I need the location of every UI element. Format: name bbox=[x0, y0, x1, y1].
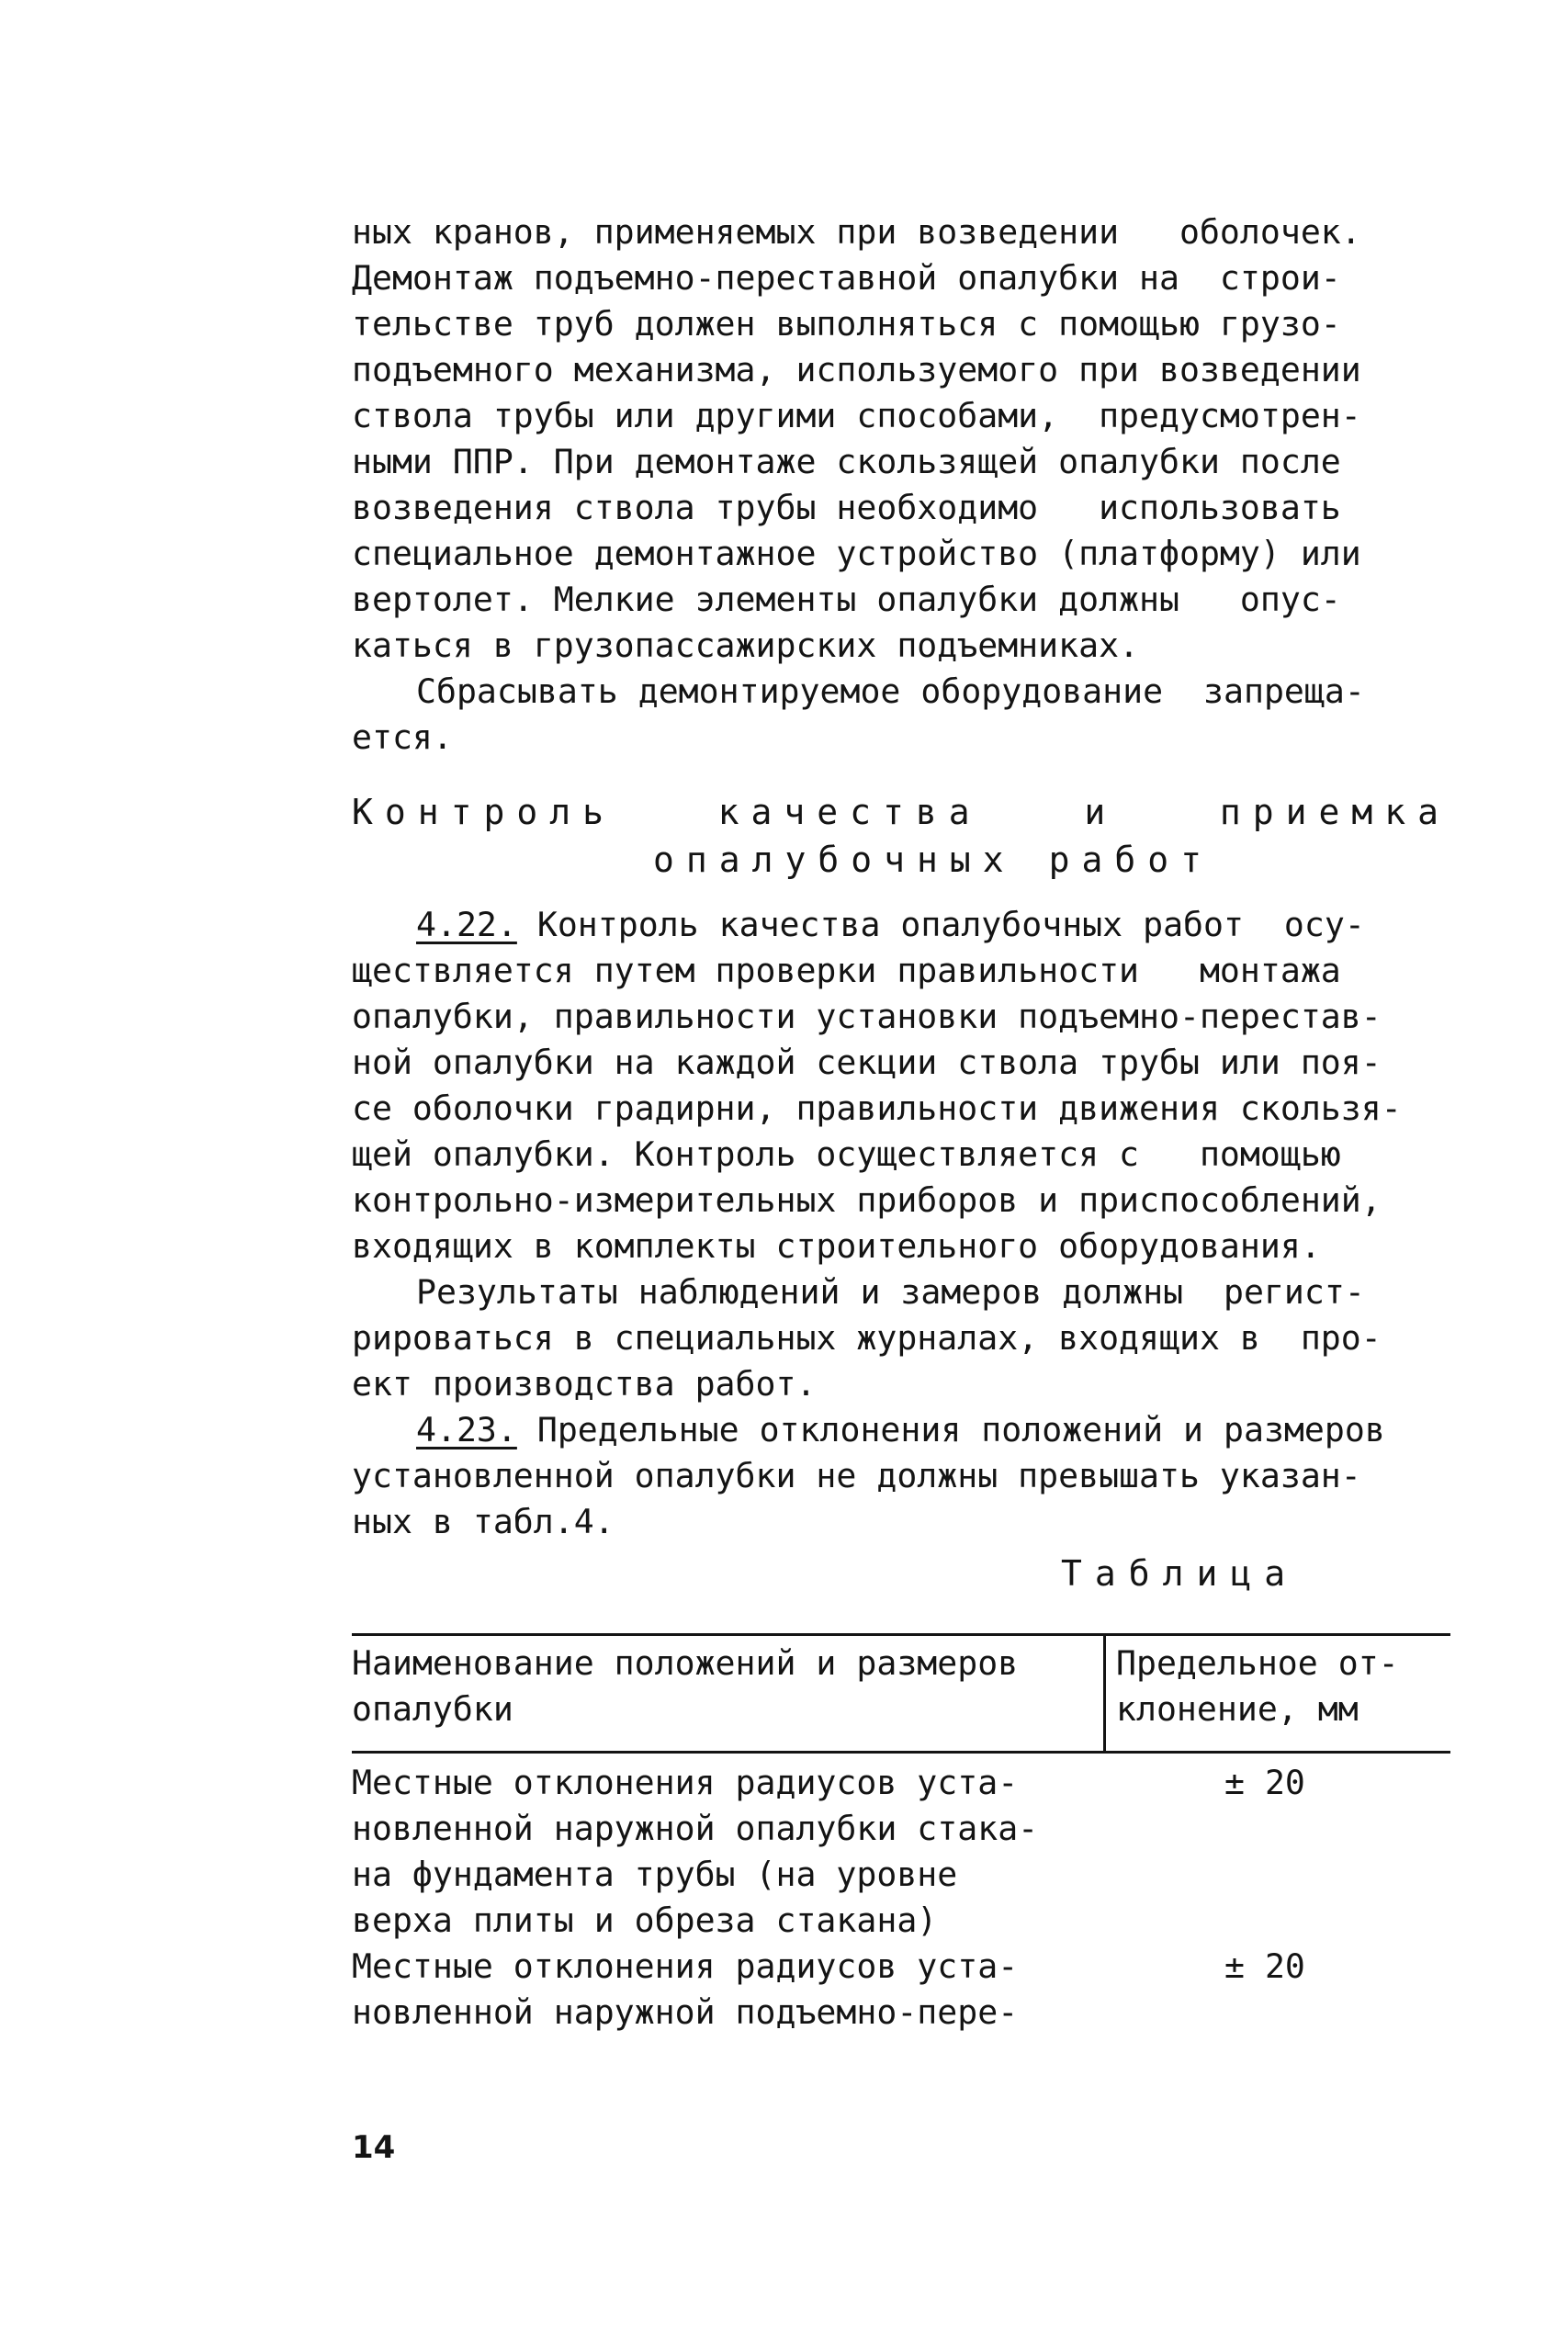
text-line: Демонтаж подъемно-переставной опалубки на строи- bbox=[352, 258, 1341, 298]
text-line: Результаты наблюдений и замеров должны регист- bbox=[416, 1272, 1365, 1312]
table-header-name bbox=[352, 1641, 1096, 1732]
text-line: подъемного механизма, используемого при возведении bbox=[352, 350, 1361, 389]
cell-value: ± 20 bbox=[1224, 1763, 1305, 1802]
clause-number: 4.22. bbox=[416, 905, 517, 944]
text-fragment: Предельные отклонения положений и размеров bbox=[516, 1410, 1385, 1449]
table-top-rule bbox=[352, 1633, 1450, 1636]
text-line: ной опалубки на каждой секции ствола трубы или поя- bbox=[352, 1043, 1382, 1082]
table-row-1-value bbox=[1224, 1760, 1408, 1806]
table-row-2-name bbox=[352, 1944, 1096, 2036]
clause-number: 4.23. bbox=[416, 1410, 517, 1449]
text-line: возведения ствола трубы необходимо использовать bbox=[352, 488, 1341, 527]
cell-line: новленной наружной опалубки стака- bbox=[352, 1809, 1039, 1848]
table-row-1-name bbox=[352, 1760, 1096, 1944]
text-line bbox=[352, 902, 1450, 948]
text-line: ществляется путем проверки правильности монтажа bbox=[352, 951, 1341, 990]
text-line: ется. bbox=[352, 717, 453, 757]
header-line: опалубки bbox=[352, 1689, 513, 1729]
page-number: 14 bbox=[352, 2129, 396, 2166]
text-line: контрольно-измерительных приборов и приспособлений, bbox=[352, 1180, 1382, 1220]
text-line: специальное демонтажное устройство (платформу) или bbox=[352, 534, 1361, 573]
table-column-divider bbox=[1103, 1635, 1106, 1753]
text-fragment: Контроль качества опалубочных работ осу- bbox=[516, 905, 1365, 944]
text-line: ствола трубы или другими способами, предусмотрен- bbox=[352, 396, 1361, 435]
cell-line: Местные отклонения радиусов уста- bbox=[352, 1946, 1019, 1986]
text-line bbox=[352, 1407, 1450, 1453]
table-header-rule bbox=[352, 1751, 1450, 1754]
text-line: каться в грузопассажирских подъемниках. bbox=[352, 626, 1140, 665]
paragraph-demontazh bbox=[352, 209, 1450, 669]
cell-line: новленной наружной подъемно-пере- bbox=[352, 1992, 1019, 2032]
paragraph-4-22 bbox=[352, 902, 1450, 1269]
header-line: Предельное от- bbox=[1116, 1643, 1399, 1683]
text-line: входящих в комплекты строительного оборудования. bbox=[352, 1226, 1321, 1266]
header-line: клонение, мм bbox=[1116, 1689, 1359, 1729]
paragraph-4-23 bbox=[352, 1407, 1450, 1545]
header-line: Наименование положений и размеров bbox=[352, 1643, 1019, 1683]
text-line: опалубки, правильности установки подъемно-перестав- bbox=[352, 997, 1382, 1036]
table-caption: Таблица bbox=[1061, 1553, 1299, 1594]
text-line: ными ППР. При демонтаже скользящей опалубки после bbox=[352, 442, 1341, 481]
cell-line: на фундамента трубы (на уровне bbox=[352, 1855, 958, 1894]
text-line: рироваться в специальных журналах, входящих в про- bbox=[352, 1318, 1382, 1358]
cell-line: верха плиты и обреза стакана) bbox=[352, 1900, 938, 1940]
text-line: Сбрасывать демонтируемое оборудование запреща- bbox=[416, 671, 1365, 711]
paragraph-sbrasyvat bbox=[352, 669, 1450, 761]
text-line: ект производства работ. bbox=[352, 1364, 817, 1404]
paragraph-rezultaty bbox=[352, 1269, 1450, 1407]
table-row-2-value bbox=[1224, 1944, 1408, 1990]
text-line: се оболочки градирни, правильности движения скользя- bbox=[352, 1088, 1402, 1128]
cell-value: ± 20 bbox=[1224, 1946, 1305, 1986]
text-line: щей опалубки. Контроль осуществляется с помощью bbox=[352, 1134, 1341, 1174]
text-line: тельстве труб должен выполняться с помощью грузо- bbox=[352, 304, 1341, 344]
text-line: ных кранов, применяемых при возведении оболочек. bbox=[352, 212, 1361, 252]
section-heading-line1: Контроль качества и приемка bbox=[352, 792, 1450, 832]
text-line: ных в табл.4. bbox=[352, 1502, 615, 1541]
cell-line: Местные отклонения радиусов уста- bbox=[352, 1763, 1019, 1802]
section-heading-line2: опалубочных работ bbox=[653, 840, 1213, 880]
section-heading bbox=[352, 788, 1450, 884]
text-line: вертолет. Мелкие элементы опалубки должны опус- bbox=[352, 580, 1341, 619]
text-line: установленной опалубки не должны превышать указан- bbox=[352, 1456, 1361, 1495]
table-header-deviation bbox=[1116, 1641, 1450, 1732]
